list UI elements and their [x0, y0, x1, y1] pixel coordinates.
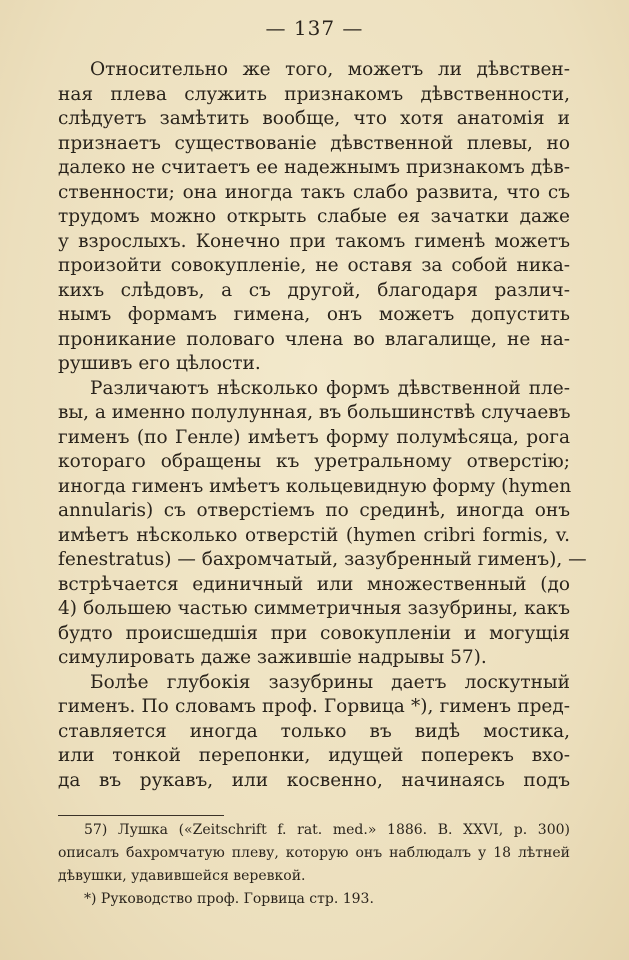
- text-line: кихъ слѣдовъ, а съ другой, благодаря различ-: [58, 279, 570, 301]
- text-line: имѣетъ нѣсколько отверстій (hymen cribri formis, v.: [58, 524, 570, 546]
- text-line: у взрослыхъ. Конечно при такомъ гименѣ можетъ: [58, 230, 570, 252]
- text-line: вы, а именно полулунная, въ большинствѣ случаевъ: [58, 402, 571, 423]
- text-line: Относительно же того, можетъ ли дѣвствен-: [90, 59, 570, 80]
- text-line: fenestratus) — бахромчатый, зазубренный гименъ), —: [58, 549, 587, 570]
- text-line: рушивъ его цѣлости.: [58, 353, 261, 374]
- footnote-divider: [58, 815, 224, 816]
- footnote-line: описалъ бахромчатую плеву, которую онъ наблюдалъ у 18 лѣтней: [58, 845, 570, 861]
- text-line: annularis) съ отверстіемъ по срединѣ, иногда онъ: [58, 500, 570, 521]
- text-line: произойти совокупленіе, не оставя за собой ника-: [58, 255, 570, 276]
- text-line: котораго обращены къ уретральному отверстію;: [58, 451, 570, 472]
- footnote-line: 57) Лушка («Zeitschrift f. rat. med.» 1886. B. XXVI, p. 300): [84, 822, 570, 838]
- text-line: нымъ формамъ гимена, онъ можетъ допустить: [58, 304, 570, 325]
- text-line: или тонкой перепонки, идущей поперекъ вхо-: [58, 745, 570, 766]
- paragraph-1: [58, 58, 570, 377]
- text-line: далеко не считаетъ ее надежнымъ признакомъ дѣв-: [58, 157, 570, 178]
- text-line: симулировать даже зажившіе надрывы 57).: [58, 647, 487, 668]
- footnote-line: дѣвушки, удавившейся веревкой.: [58, 868, 306, 884]
- text-line: признаетъ существованіе дѣвственной плевы, но: [58, 132, 570, 154]
- body-text: [58, 58, 587, 793]
- text-line: гименъ. По словамъ проф. Горвица *), гименъ пред-: [58, 696, 570, 717]
- text-line: да въ рукавъ, или косвенно, начинаясь подъ: [58, 769, 570, 791]
- text-line: ставляется иногда только въ видѣ мостика,: [58, 720, 570, 742]
- text-line: Различаютъ нѣсколько формъ дѣвственной пле-: [90, 377, 570, 399]
- footnotes: [58, 819, 570, 911]
- text-line: трудомъ можно открыть слабые ея зачатки даже: [58, 206, 570, 227]
- text-line: ная плева служить признакомъ дѣвственности,: [58, 83, 570, 105]
- text-line: будто происшедшія при совокупленіи и могущія: [58, 622, 570, 644]
- paragraph-3: [58, 671, 570, 794]
- text-line: встрѣчается единичный или множественный (до: [58, 573, 570, 595]
- text-line: проникание половаго члена во влагалище, не на-: [58, 328, 570, 350]
- text-line: гименъ (по Генле) имѣетъ форму полумѣсяца, рога: [58, 426, 570, 448]
- text-line: иногда гименъ имѣетъ кольцевидную форму (hymen: [58, 475, 572, 497]
- page-number: — 137 —: [265, 16, 364, 40]
- footnote-line: *) Руководство проф. Горвица стр. 193.: [84, 891, 374, 907]
- text-line: 4) большею частью симметричныя зазубрины, какъ: [58, 598, 570, 619]
- text-line: Болѣе глубокія зазубрины даетъ лоскутный: [90, 671, 570, 693]
- text-line: слѣдуетъ замѣтить вообще, что хотя анатомія и: [58, 108, 570, 129]
- text-line: ственности; она иногда такъ слабо развита, что съ: [58, 181, 570, 203]
- paragraph-2: [58, 377, 587, 671]
